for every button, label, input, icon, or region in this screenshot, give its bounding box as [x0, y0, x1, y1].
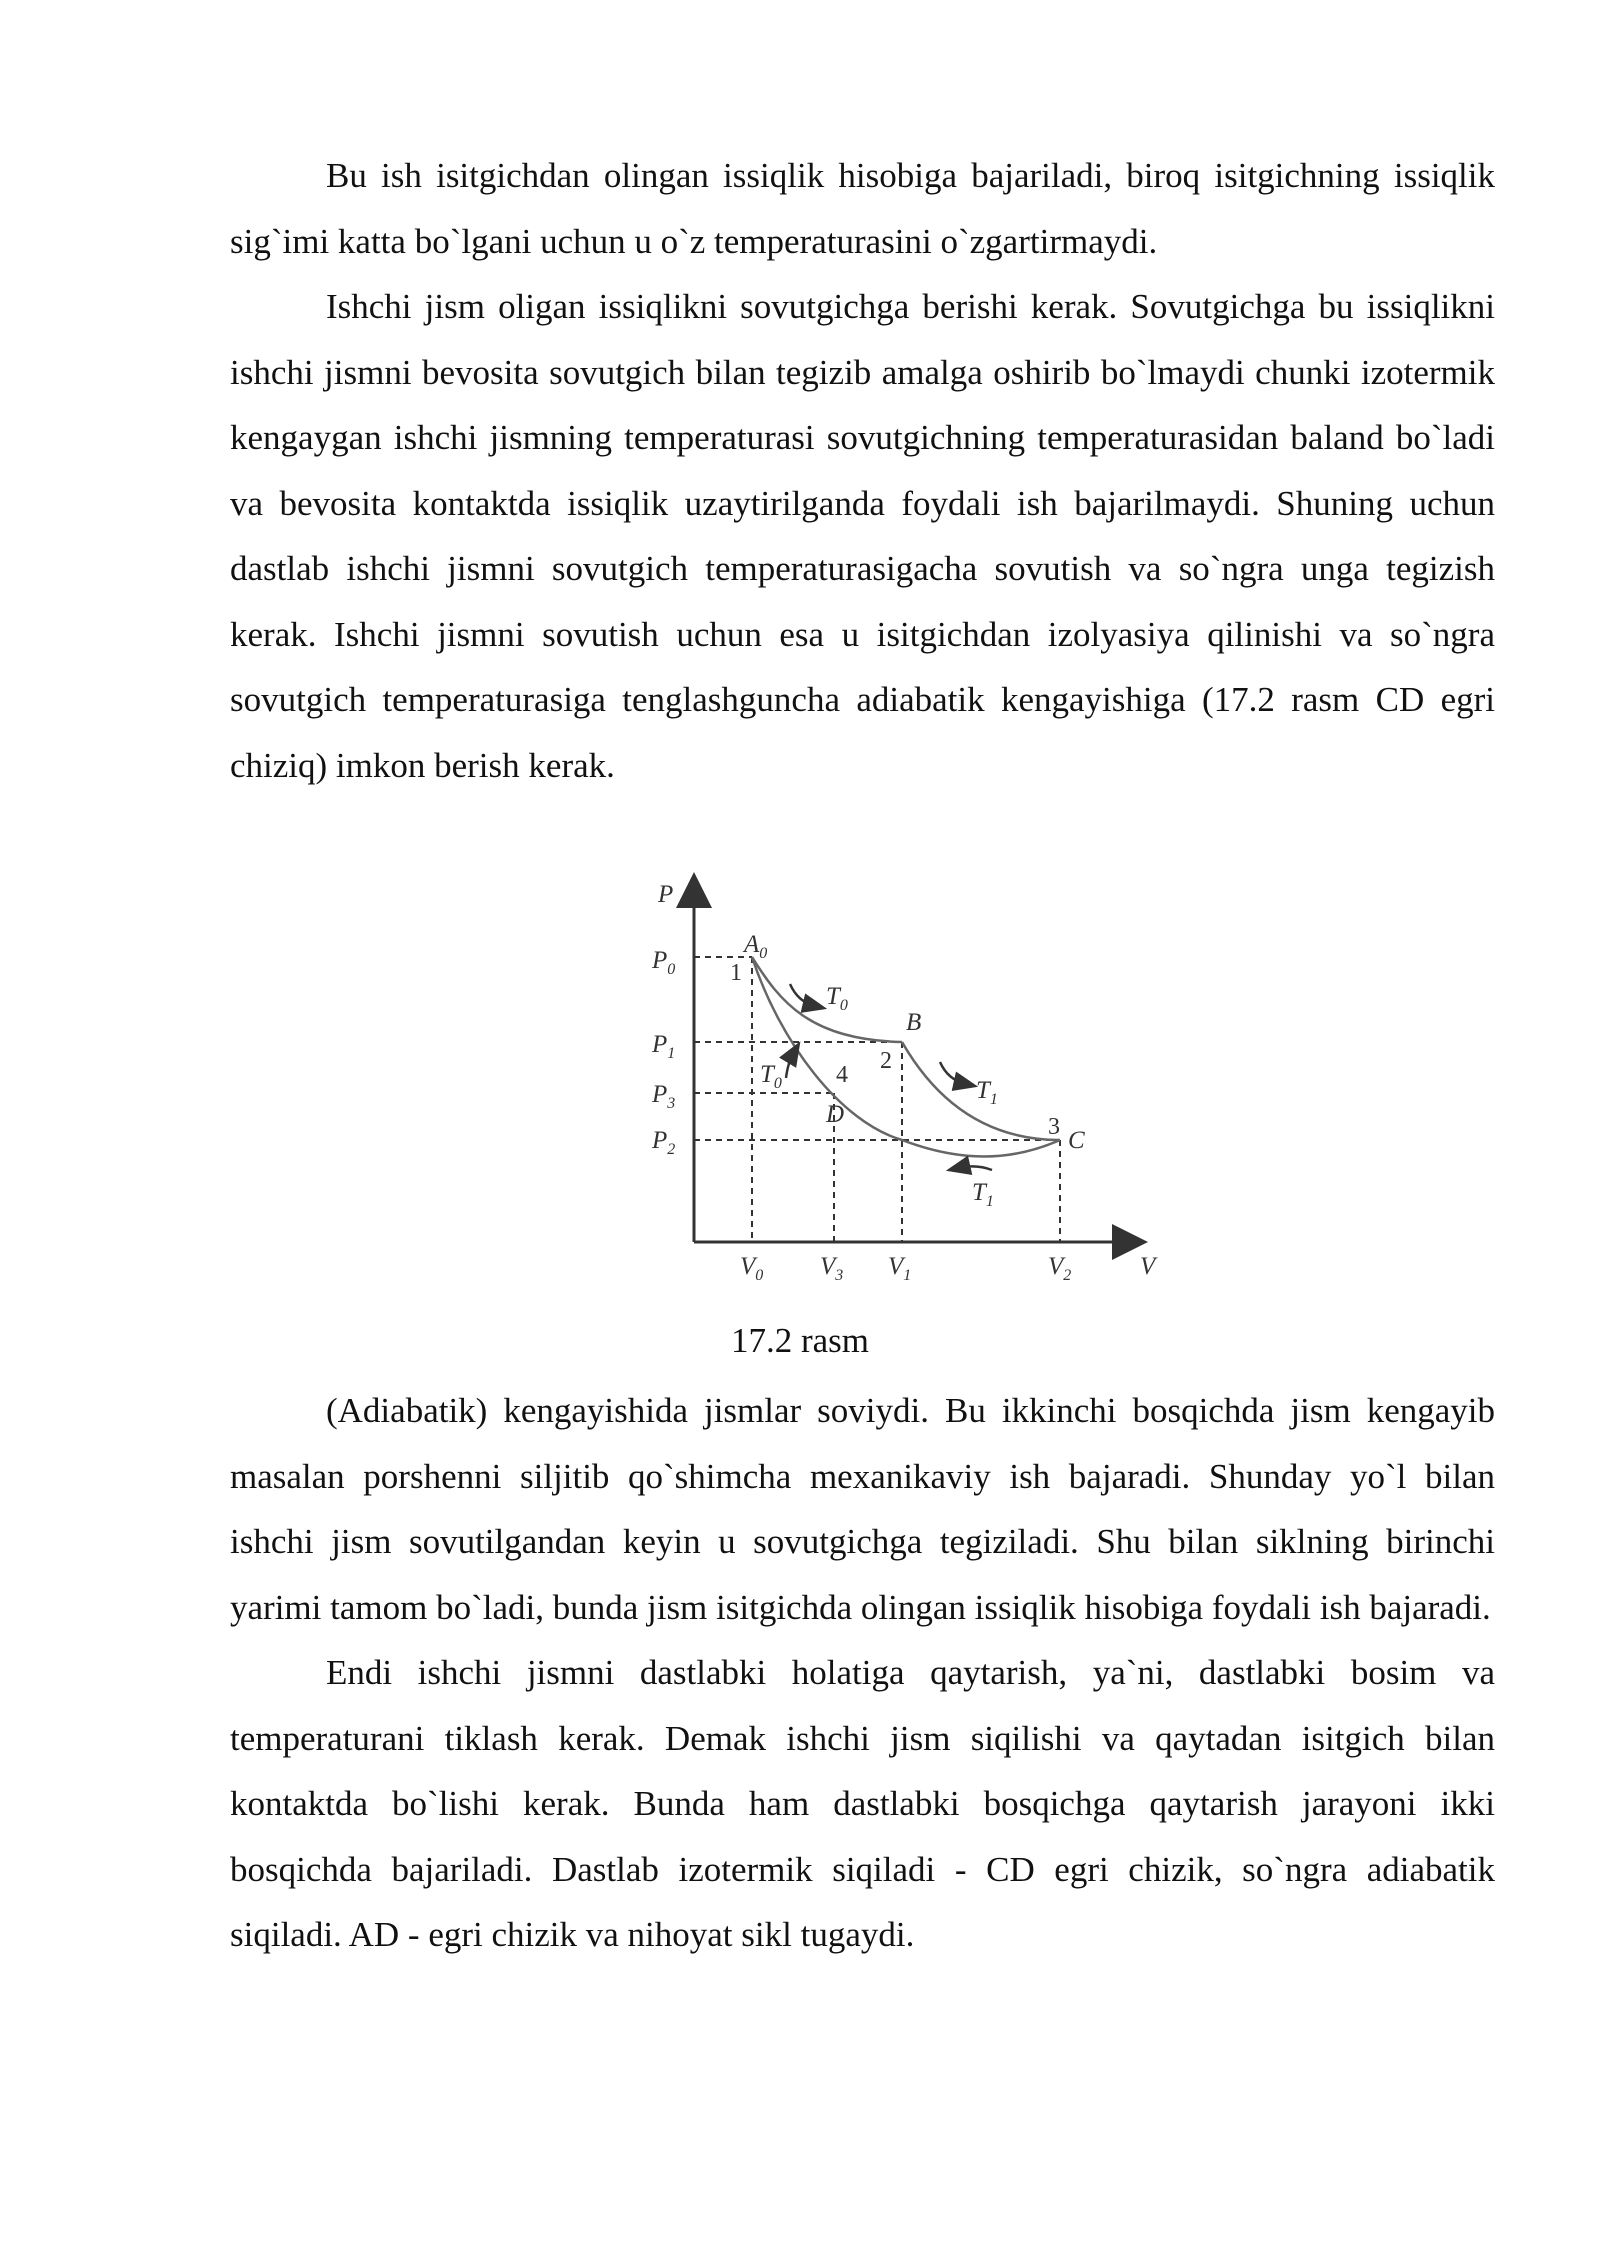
pv-diagram: [640, 872, 1180, 1292]
segment-number-3: 3: [1048, 1114, 1060, 1140]
v2-label: $V_2$: [1048, 1253, 1072, 1284]
p1-label: $P_1$: [652, 1031, 676, 1062]
point-b-label: B: [906, 1009, 922, 1036]
p3-label: $P_3$: [652, 1081, 676, 1112]
cycle-curves: [752, 957, 1060, 1157]
v3-label: $V_3$: [820, 1253, 844, 1284]
temperature-t0-left: $T_0$: [760, 1061, 782, 1092]
figure-caption: 17.2 rasm: [730, 1321, 870, 1360]
point-a-label: $A_0$: [744, 931, 768, 962]
guide-lines: [694, 957, 1060, 1242]
paragraph: (Adiabatik) kengayishida jismlar soviydi. Bu ikkinchi bosqichda jism kengayib masalan porshenni siljitib qo`shimcha mexanikaviy ish bajaradi. Shunday yo`l bilan ishchi jism sovutilgandan keyin u sovutgichga tegiziladi. Shu bilan siklning birinchi yarimi tamom bo`ladi, bunda jism isitgichda olingan issiqlik hisobiga foydali ish bajaradi.: [230, 1391, 1495, 1627]
v0-label: $V_0$: [740, 1253, 764, 1284]
point-d-label: D: [826, 1101, 845, 1128]
p0-label: $P_0$: [652, 947, 676, 978]
text-block-top: [230, 143, 1495, 798]
temperature-t1-right: $T_1$: [976, 1077, 998, 1108]
segment-number-4: 4: [836, 1062, 848, 1088]
segment-number-1: 1: [730, 960, 742, 986]
paragraph: Bu ish isitgichdan olingan issiqlik hisobiga bajariladi, biroq isitgichning issiqlik sig`imi katta bo`lgani uchun u o`z temperaturasini o`zgartirmaydi.: [230, 156, 1495, 261]
v-axis-label: V: [1140, 1253, 1156, 1280]
temperature-t1-bottom: $T_1$: [972, 1179, 994, 1210]
segment-number-2: 2: [880, 1048, 892, 1074]
text-block-bottom: [230, 1378, 1495, 1968]
p-axis-label: P: [658, 881, 674, 908]
p2-label: $P_2$: [652, 1127, 676, 1158]
curve-a-d-c: [752, 957, 1060, 1157]
paragraph: Endi ishchi jismni dastlabki holatiga qaytarish, ya`ni, dastlabki bosim va temperaturani tiklash kerak. Demak ishchi jism siqilishi va qaytadan isitgich bilan kontaktda bo`lishi kerak. Bunda ham dastlabki bosqichga qaytarish jarayoni ikki bosqichda bajariladi. Dastlab izotermik siqiladi - CD egri chizik, so`ngra adiabatik siqiladi. AD - egri chizik va nihoyat sikl tugaydi.: [230, 1653, 1495, 1954]
temperature-t0-top: $T_0$: [826, 983, 848, 1014]
v1-label: $V_1$: [888, 1253, 912, 1284]
pv-diagram-figure: [640, 872, 1180, 1292]
paragraph: Ishchi jism oligan issiqlikni sovutgichga berishi kerak. Sovutgichga bu issiqlikni ishchi jismni bevosita sovutgich bilan tegizib amalga oshirib bo`lmaydi chunki izotermik kengaygan ishchi jismning temperaturasi sovutgichning temperaturasidan baland bo`ladi va bevosita kontaktda issiqlik uzaytirilganda foydali ish bajarilmaydi. Shuning uchun dastlab ishchi jismni sovutgich temperaturasigacha sovutish va so`ngra unga tegizish kerak. Ishchi jismni sovutish uchun esa u isitgichdan izolyasiya qilinishi va so`ngra sovutgich temperaturasiga tenglashguncha adiabatik kengayishiga (17.2 rasm CD egri chiziq) imkon berish kerak.: [230, 287, 1495, 785]
point-c-label: C: [1068, 1127, 1085, 1154]
